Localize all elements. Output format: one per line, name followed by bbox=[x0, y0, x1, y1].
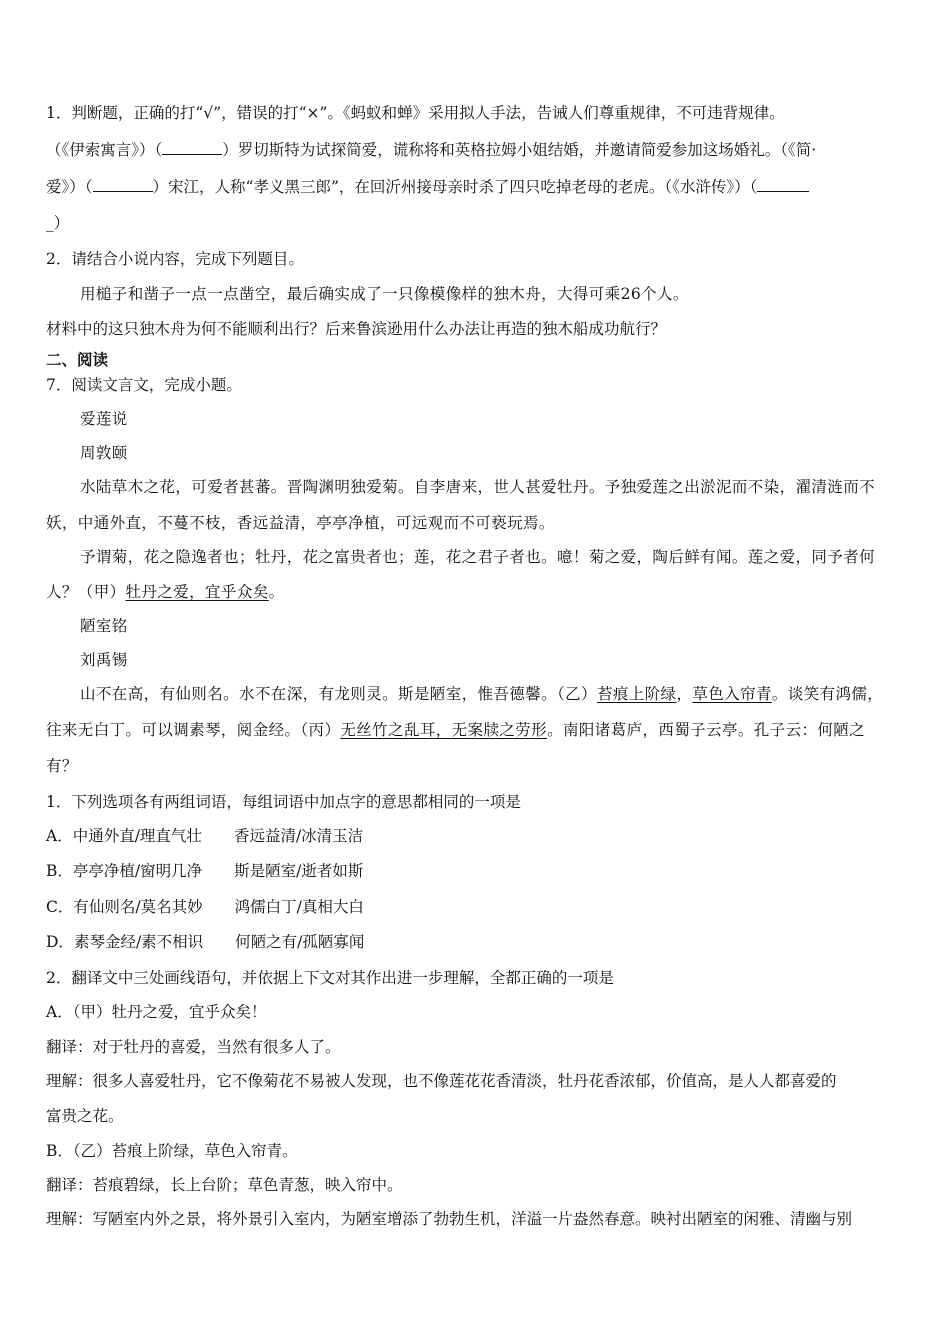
text2-para-line2: 往来无白丁。可以调素琴，阅金经。（丙）无丝竹之乱耳，无案牍之劳形。南阳诸葛庐，西蜀子云亭。孔子云：何陋之 bbox=[46, 721, 866, 739]
sub2-option-b-understanding-1: 理解：写陋室内外之景，将外景引入室内，为陋室增添了勃勃生机，洋溢一片盎然春意。映衬出陋室的闲雅、清幽与别 bbox=[46, 1210, 853, 1228]
answer-blank[interactable] bbox=[93, 177, 153, 192]
sub2-option-a-understanding-1: 理解：很多人喜爱牡丹，它不像菊花不易被人发现，也不像莲花花香清淡，牡丹花香浓郁，价值高，是人人都喜爱的 bbox=[46, 1072, 837, 1090]
sub2-option-a-head[interactable]: A．（甲）牡丹之爱，宜乎众矣！ bbox=[46, 1003, 267, 1021]
sub2-option-a-translation: 翻译：对于牡丹的喜爱，当然有很多人了。 bbox=[46, 1038, 341, 1056]
q2-question: 材料中的这只独木舟为何不能顺利出行？后来鲁滨逊用什么办法让再造的独木船成功航行？ bbox=[46, 320, 667, 338]
sub2-stem: 2．翻译文中三处画线语句，并依据上下文对其作出进一步理解，全都正确的一项是 bbox=[46, 969, 614, 987]
sub2-option-b-head[interactable]: B．（乙）苔痕上阶绿，草色入帘青。 bbox=[46, 1142, 298, 1160]
answer-blank[interactable] bbox=[757, 177, 809, 192]
sub1-stem: 1．下列选项各有两组词语，每组词语中加点字的意思都相同的一项是 bbox=[46, 793, 521, 811]
q2-material: 用槌子和凿子一点一点凿空，最后确实成了一只像模像样的独木舟，大得可乘26个人。 bbox=[80, 285, 689, 303]
sub2-option-a-understanding-2: 富贵之花。 bbox=[46, 1107, 124, 1125]
section-heading: 二、阅读 bbox=[46, 350, 109, 369]
underlined-sentence-bing: 无丝竹之乱耳，无案牍之劳形 bbox=[340, 721, 548, 739]
q7-intro: 7．阅读文言文，完成小题。 bbox=[46, 376, 242, 394]
q1-intro: 1．判断题，正确的打“√”，错误的打“×”。《蚂蚁和蝉》采用拟人手法，告诫人们尊重规律，不可违背规律。 bbox=[46, 104, 785, 122]
text1-title: 爱莲说 bbox=[80, 410, 128, 428]
sub1-option-d[interactable]: D．素琴金经/素不相识 何陋之有/孤陋寡闻 bbox=[46, 933, 365, 951]
text1-author: 周敦颐 bbox=[80, 444, 128, 462]
text1-para2-line1: 予谓菊，花之隐逸者也；牡丹，花之富贵者也；莲，花之君子者也。噫！菊之爱，陶后鲜有闻。莲之爱，同予者何 bbox=[80, 548, 876, 566]
sub1-option-c[interactable]: C．有仙则名/莫名其妙 鸿儒白丁/真相大白 bbox=[46, 898, 364, 916]
q1-line4: _） bbox=[46, 214, 70, 232]
q1-line2: （《伊索寓言》）（ ）罗切斯特为试探简爱，谎称将和英格拉姆小姐结婚，并邀请简爱参加这场婚礼。（《简· bbox=[46, 141, 817, 159]
text2-author: 刘禹锡 bbox=[80, 651, 128, 669]
answer-blank[interactable] bbox=[162, 140, 222, 155]
q2-intro: 2．请结合小说内容，完成下列题目。 bbox=[46, 250, 304, 268]
sub2-option-b-translation: 翻译：苔痕碧绿，长上台阶；草色青葱，映入帘中。 bbox=[46, 1176, 403, 1194]
text1-para2-line2: 人？（甲）牡丹之爱，宜乎众矣。 bbox=[46, 583, 285, 601]
sub1-option-b[interactable]: B．亭亭净植/窗明几净 斯是陋室/逝者如斯 bbox=[46, 862, 364, 880]
text2-para-line3: 有？ bbox=[46, 757, 78, 775]
text2-title: 陋室铭 bbox=[80, 617, 128, 635]
q1-line3: 爱》）（ ）宋江，人称“孝义黑三郎”，在回沂州接母亲时杀了四只吃掉老母的老虎。（《水浒传》）（ bbox=[46, 177, 809, 197]
text1-para1-line1: 水陆草木之花，可爱者甚蕃。晋陶渊明独爱菊。自李唐来，世人甚爱牡丹。予独爱莲之出淤泥而不染，濯清涟而不 bbox=[80, 478, 876, 496]
text2-para-line1: 山不在高，有仙则名。水不在深，有龙则灵。斯是陋室，惟吾德馨。（乙）苔痕上阶绿，草色入帘青。谈笑有鸿儒， bbox=[80, 685, 884, 703]
sub1-option-a[interactable]: A．中通外直/理直气壮 香远益清/冰清玉洁 bbox=[46, 827, 364, 845]
underlined-sentence-yi-1: 苔痕上阶绿 bbox=[596, 685, 677, 703]
underlined-sentence-jia: 牡丹之爱，宜乎众矣 bbox=[125, 583, 269, 601]
text1-para1-line2: 妖，中通外直，不蔓不枝，香远益清，亭亭净植，可远观而不可亵玩焉。 bbox=[46, 514, 555, 532]
underlined-sentence-yi-2: 草色入帘青 bbox=[692, 685, 772, 703]
